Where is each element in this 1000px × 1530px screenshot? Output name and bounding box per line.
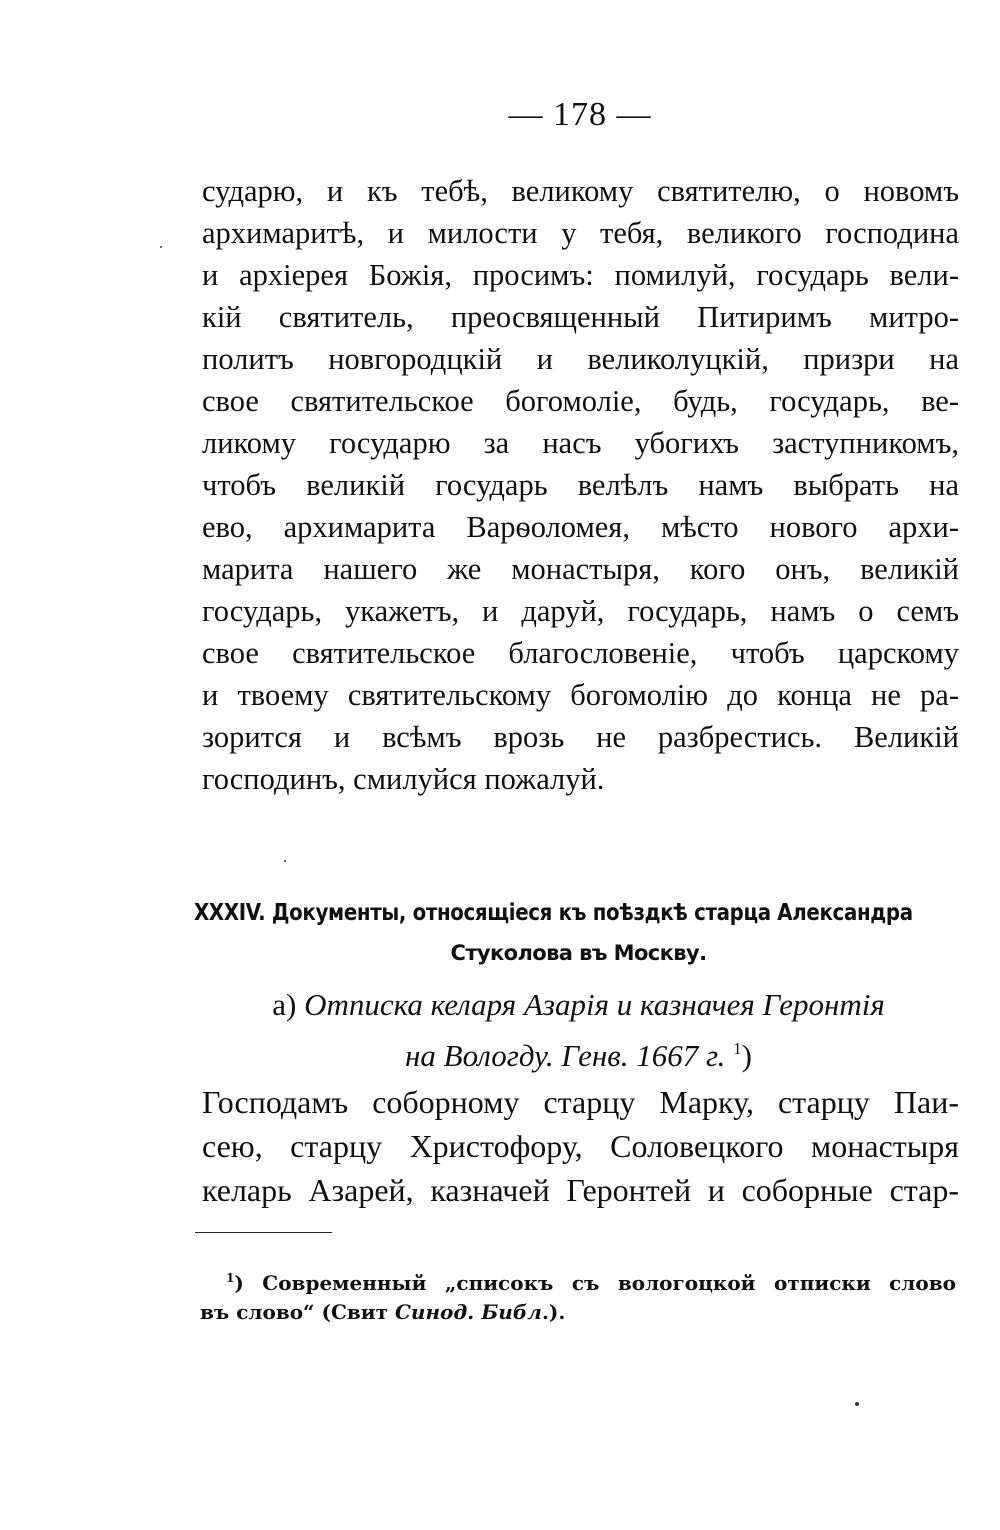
footnote-closing: .). [541,1300,566,1324]
footnote-text-line2: въ слово“ (Свит [200,1300,389,1324]
body2-line: келарь Азарей, казначей Геронтей и соборные стар- [202,1172,959,1208]
body-line: кій святитель, преосвященный Питиримъ митро- [202,300,959,334]
body-line: ликому государю за насъ убогихъ заступникомъ, [202,426,959,460]
footnote-line [200,1297,957,1327]
body-line: политъ новгородцкій и великолуцкій, призри на [202,342,959,376]
section-heading-line2: Стуколова въ Москву. [450,941,707,965]
footnote-source: Синод. Библ [395,1300,542,1324]
footnote-reference: 1 [733,1039,742,1058]
subheading-date: на Вологду. Генв. 1667 г. [405,1038,726,1073]
body-line: свое святительское богомоліе, будь, государь, ве- [202,384,959,418]
body-line: и архіерея Божія, просимъ: помилуй, государь вели- [202,258,959,292]
footnote-marker: 1 [226,1271,235,1285]
paper-speck [284,860,286,862]
body2-line: сею, старцу Христофору, Соловецкого монастыря [202,1128,959,1164]
body-line: и твоему святительскому богомолію до конца не ра- [202,678,959,712]
body-line: свое святительское благословеніе, чтобъ царскому [202,636,959,670]
footnote-rule [195,1232,332,1233]
body-line: государь, укажетъ, и даруй, государь, намъ о семъ [202,594,959,628]
paper-speck [160,246,162,248]
subheading-closing: ) [741,1038,752,1073]
footnote-text-line1: ) Современный „списокъ съ вологоцкой отписки слово [234,1271,956,1295]
document-subheading [200,986,957,1024]
subheading-label: а) [272,987,297,1022]
document-subheading-line2 [200,1030,957,1075]
paper-speck [855,1402,859,1406]
page-number: — 178 — [508,96,652,133]
body-line: марита нашего же монастыря, кого онъ, великій [202,552,959,586]
subheading-title: Отписка келаря Азарія и казначея Геронтія [304,987,885,1022]
body-line: господинъ, смилуйся пожалуй. [202,762,605,796]
body-line: чтобъ великій государь велѣлъ намъ выбрать на [202,468,959,502]
body2-line: Господамъ соборному старцу Марку, старцу Паи- [202,1084,959,1120]
body-line: сударю, и къ тебѣ, великому святителю, о новомъ [202,174,959,208]
footnote-line [226,1263,956,1298]
footnote-text [226,1271,956,1295]
body-line: ево, архимарита Варѳоломея, мѣсто нового архи- [202,510,959,544]
section-heading: XXXIV. Документы, относящіеся къ поѣздкѣ старца Александра [194,900,913,926]
body-line: архимаритѣ, и милости у тебя, великого господина [202,216,959,250]
body-line: зорится и всѣмъ врозь не разбрестись. Великій [202,720,959,754]
